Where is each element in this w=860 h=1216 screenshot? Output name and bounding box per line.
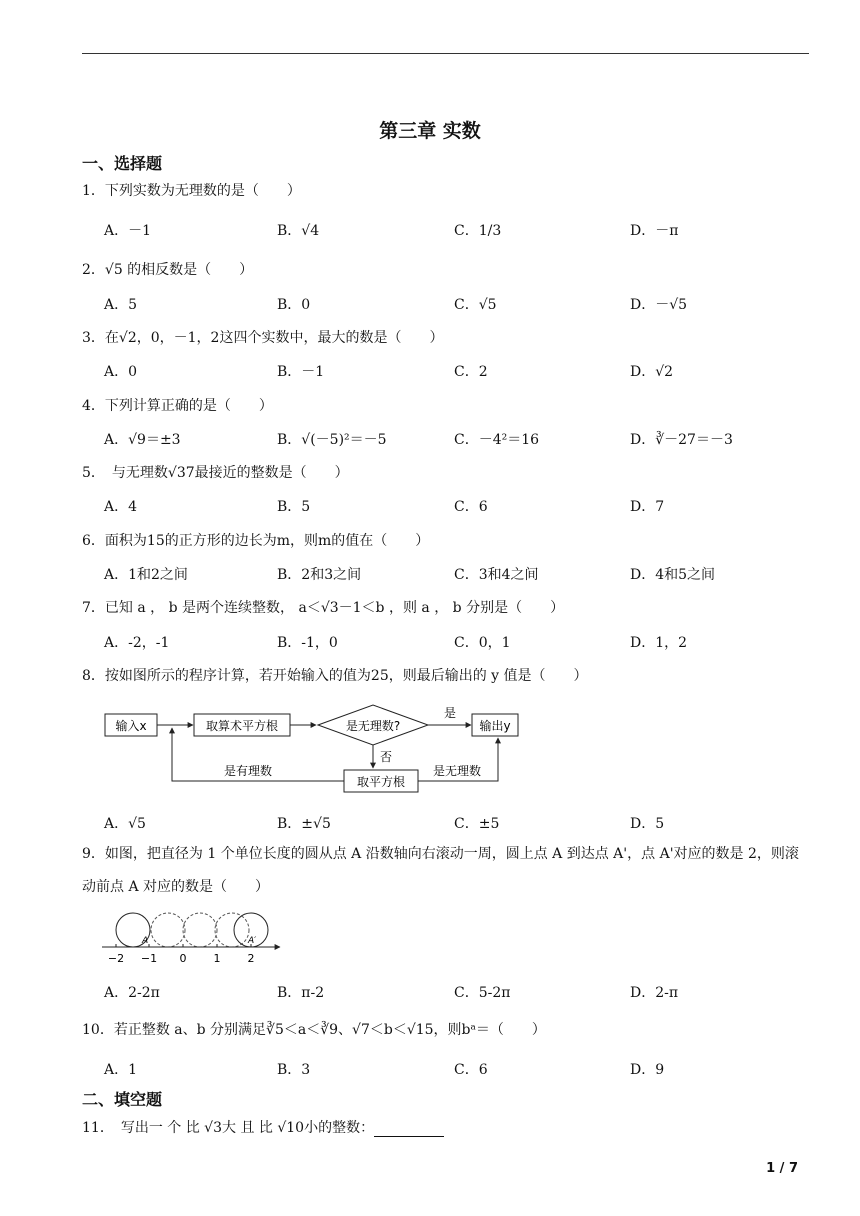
q6-option-c: C．3和4之间 xyxy=(454,567,539,583)
q4-option-d: D．∛－27＝－3 xyxy=(630,432,733,448)
q2-option-a: A．5 xyxy=(104,297,138,313)
q1-option-b: B．√4 xyxy=(277,223,320,239)
tick-label: 1 xyxy=(213,952,221,965)
q6-option-a: A．1和2之间 xyxy=(104,567,188,583)
q2-option-c: C．√5 xyxy=(454,297,497,313)
flow-no-label: 否 xyxy=(379,750,393,764)
q5-option-d: D．7 xyxy=(630,499,665,515)
q6-option-b: B．2和3之间 xyxy=(277,567,362,583)
question-5: 5． 与无理数√37最接近的整数是（ ） xyxy=(82,465,349,481)
question-3: 3．在√2，0，－1，2这四个实数中，最大的数是（ ） xyxy=(82,330,444,346)
circle-rolling-2 xyxy=(183,913,217,947)
q3-option-d: D．√2 xyxy=(630,364,674,380)
q10-option-d: D．9 xyxy=(630,1062,665,1078)
section-fill-blank: 二、填空题 xyxy=(82,1090,163,1109)
circle-rolling-3 xyxy=(215,913,249,947)
q6-option-d: D．4和5之间 xyxy=(630,567,716,583)
section-choice: 一、选择题 xyxy=(82,154,163,173)
question-11 xyxy=(82,1117,444,1137)
q9-option-b: B．π-2 xyxy=(277,985,325,1001)
question-10: 10．若正整数 a、b 分别满足∛5＜a＜∛9、√7＜b＜√15，则bᵃ＝（ ） xyxy=(82,1022,546,1038)
question-9: 9．如图，把直径为 1 个单位长度的圆从点 A 沿数轴向右滚动一周，圆上点 A 到达点 A'，点 A'对应的数是 2，则滚动前点 A 对应的数是（ ） xyxy=(82,846,799,895)
tick-label: 2 xyxy=(247,952,255,965)
q3-option-b: B．－1 xyxy=(277,364,325,380)
question-11-text: 11． 写出一 个 比 √3大 且 比 √10小的整数： xyxy=(82,1120,375,1136)
flow-sqrt-label: 取算术平方根 xyxy=(205,719,279,733)
question-7: 7．已知 a ， b 是两个连续整数， a＜√3－1＜b ，则 a ， b 分别是（ ） xyxy=(82,600,565,616)
q2-option-b: B．0 xyxy=(277,297,311,313)
numberline-figure xyxy=(100,905,285,967)
tick-label: −2 xyxy=(107,952,125,965)
q7-option-a: A．-2，-1 xyxy=(104,635,170,651)
q9-option-c: C．5-2π xyxy=(454,985,511,1001)
q8-option-c: C．±5 xyxy=(454,816,500,832)
question-6: 6．面积为15的正方形的边长为m，则m的值在（ ） xyxy=(82,533,430,549)
flow-rational-label: 是有理数 xyxy=(223,764,273,778)
q7-option-c: C．0，1 xyxy=(454,635,511,651)
q5-option-a: A．4 xyxy=(104,499,138,515)
flowchart-diagram xyxy=(100,700,530,800)
q9-option-d: D．2-π xyxy=(630,985,679,1001)
flow-input-label: 输入x xyxy=(115,719,147,733)
answer-blank[interactable] xyxy=(374,1122,444,1137)
flow-decision-label: 是无理数? xyxy=(345,719,401,733)
q8-option-a: A．√5 xyxy=(104,816,146,832)
q9-option-a: A．2-2π xyxy=(104,985,160,1001)
point-a-prime-label: A′ xyxy=(248,936,257,946)
q3-option-a: A．0 xyxy=(104,364,138,380)
tick-label: −1 xyxy=(140,952,158,965)
question-1: 1．下列实数为无理数的是（ ） xyxy=(82,183,301,199)
question-2: 2．√5 的相反数是（ ） xyxy=(82,262,254,278)
q8-option-b: B．±√5 xyxy=(277,816,331,832)
q4-option-c: C．－4²＝16 xyxy=(454,432,540,448)
q1-option-d: D．－π xyxy=(630,223,679,239)
q5-option-c: C．6 xyxy=(454,499,488,515)
tick-label: 0 xyxy=(179,952,187,965)
q5-option-b: B．5 xyxy=(277,499,311,515)
q8-option-d: D．5 xyxy=(630,816,665,832)
q1-option-c: C．1/3 xyxy=(454,223,502,239)
point-a-label: A xyxy=(142,936,149,946)
q2-option-d: D．－√5 xyxy=(630,297,688,313)
q7-option-b: B．-1，0 xyxy=(277,635,338,651)
q7-option-d: D．1，2 xyxy=(630,635,688,651)
q4-option-a: A．√9＝±3 xyxy=(104,432,181,448)
flow-yes-label: 是 xyxy=(443,706,457,720)
q4-option-b: B．√(－5)²＝－5 xyxy=(277,432,387,448)
page-title: 第三章 实数 xyxy=(379,120,481,142)
top-rule xyxy=(82,53,809,54)
q3-option-c: C．2 xyxy=(454,364,488,380)
q10-option-a: A．1 xyxy=(104,1062,138,1078)
q10-option-b: B．3 xyxy=(277,1062,311,1078)
q10-option-c: C．6 xyxy=(454,1062,488,1078)
question-4: 4．下列计算正确的是（ ） xyxy=(82,398,273,414)
q1-option-a: A．－1 xyxy=(104,223,152,239)
flow-irrational-label: 是无理数 xyxy=(432,764,482,778)
flow-takesqrt-label: 取平方根 xyxy=(356,775,406,789)
flow-output-label: 输出y xyxy=(479,719,511,733)
page-number: 1 / 7 xyxy=(766,1161,798,1176)
circle-rolling-1 xyxy=(151,913,185,947)
question-8: 8．按如图所示的程序计算，若开始输入的值为25，则最后输出的 y 值是（ ） xyxy=(82,668,588,684)
